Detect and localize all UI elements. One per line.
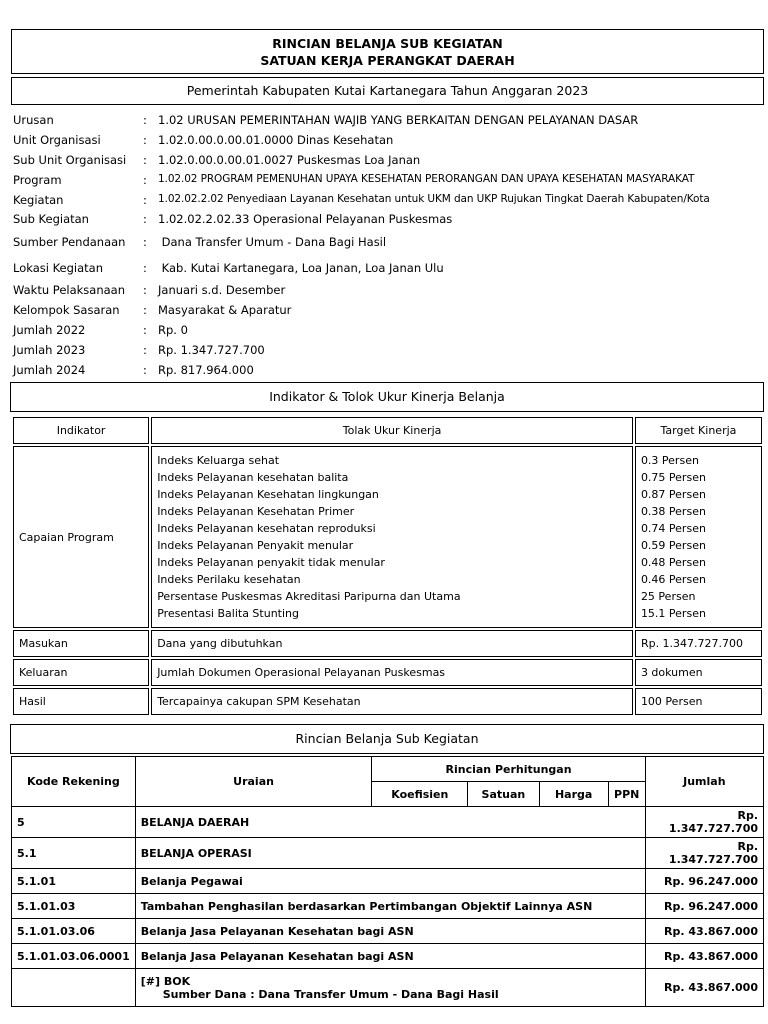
keluaran-row [13,659,762,686]
info-label: Urusan [13,113,54,127]
document-title: RINCIAN BELANJA SUB KEGIATAN [272,36,503,51]
info-colon: : [143,193,147,207]
jumlah-cell: Rp. 1.347.727.700 [645,807,763,838]
info-value: 1.02.0.00.0.00.01.0027 Puskesmas Loa Janan [158,153,421,167]
column-header-koefisien: Koefisien [372,782,468,807]
info-label: Sub Kegiatan [13,212,89,226]
list-item: 0.59 Persen [640,539,706,552]
jumlah-cell: Rp. 43.867.000 [645,969,763,1007]
indikator-cell: Keluaran [13,659,149,686]
uraian-cell: BELANJA DAERAH [135,807,645,838]
column-header-target: Target Kinerja [635,417,762,444]
target-cell: 100 Persen [635,688,762,715]
info-value: Rp. 1.347.727.700 [158,343,265,357]
info-colon: : [143,363,147,377]
list-item: Indeks Pelayanan penyakit tidak menular [157,556,385,569]
info-value: Rp. 817.964.000 [158,363,254,377]
info-colon: : [143,212,147,226]
document-header [11,29,764,74]
column-header-rincian-perhitungan: Rincian Perhitungan [372,757,645,782]
uraian-cell: Belanja Jasa Pelayanan Kesehatan bagi ASN [135,944,645,969]
list-item: 0.3 Persen [640,454,699,467]
info-value: Januari s.d. Desember [158,283,286,297]
masukan-row [13,630,762,657]
list-item: Indeks Perilaku kesehatan [157,573,301,586]
info-colon: : [143,113,147,127]
indikator-cell: Hasil [13,688,149,715]
bok-label: [#] BOK [140,974,191,988]
list-item: 0.87 Persen [640,488,706,501]
info-value: Dana Transfer Umum - Dana Bagi Hasil [158,235,387,249]
uraian-cell: BELANJA OPERASI [135,838,645,869]
info-label: Jumlah 2024 [13,363,86,377]
list-item: 15.1 Persen [640,607,706,620]
list-item: Indeks Pelayanan kesehatan reproduksi [157,522,376,535]
kode-cell: 5.1 [12,838,136,869]
info-label: Sub Unit Organisasi [13,153,127,167]
info-label: Unit Organisasi [13,133,101,147]
target-cell: 3 dokumen [635,659,762,686]
kode-cell: 5.1.01 [12,869,136,894]
tolak-cell: Jumlah Dokumen Operasional Pelayanan Puskesmas [151,659,633,686]
list-item: 0.74 Persen [640,522,706,535]
column-header-kode: Kode Rekening [12,757,136,807]
table-row [12,944,764,969]
info-label: Kegiatan [13,193,64,207]
kode-cell: 5 [12,807,136,838]
list-item: Indeks Pelayanan Kesehatan Primer [157,505,355,518]
target-cell: Rp. 1.347.727.700 [635,630,762,657]
list-item: Indeks Pelayanan Penyakit menular [157,539,354,552]
list-item: 0.48 Persen [640,556,706,569]
info-colon: : [143,343,147,357]
info-label: Lokasi Kegiatan [13,261,104,275]
info-colon: : [143,133,147,147]
info-colon: : [143,303,147,317]
tolak-cell: Tercapainya cakupan SPM Kesehatan [151,688,633,715]
jumlah-cell: Rp. 43.867.000 [645,919,763,944]
list-item: Indeks Pelayanan kesehatan balita [157,471,349,484]
jumlah-cell: Rp. 43.867.000 [645,944,763,969]
kode-cell: 5.1.01.03 [12,894,136,919]
kode-cell [12,969,136,1007]
uraian-cell: Belanja Jasa Pelayanan Kesehatan bagi ASN [135,919,645,944]
info-colon: : [143,261,147,275]
table-row [12,838,764,869]
list-item: 0.46 Persen [640,573,706,586]
jumlah-cell: Rp. 96.247.000 [645,894,763,919]
column-header-satuan: Satuan [468,782,539,807]
rincian-header-row [12,757,764,782]
table-row [12,894,764,919]
rincian-table [11,756,764,1007]
jumlah-cell: Rp. 96.247.000 [645,869,763,894]
info-value: 1.02.0.00.0.00.01.0000 Dinas Kesehatan [158,133,394,147]
list-item: 0.75 Persen [640,471,706,484]
column-header-harga: Harga [539,782,608,807]
capaian-program-row [13,446,762,628]
column-header-indikator: Indikator [13,417,149,444]
info-colon: : [143,235,147,249]
list-item: 25 Persen [640,590,696,603]
list-item: Persentase Puskesmas Akreditasi Paripurna dan Utama [157,590,461,603]
table-row [12,919,764,944]
info-value: 1.02.02.2.02 Penyediaan Layanan Kesehatan untuk UKM dan UKP Rujukan Tingkat Daerah Kabupaten/Kota [158,193,710,205]
rincian-section-title: Rincian Belanja Sub Kegiatan [10,724,764,754]
list-item: Indeks Pelayanan Kesehatan lingkungan [157,488,379,501]
info-value: Kab. Kutai Kartanegara, Loa Janan, Loa Janan Ulu [158,261,444,275]
list-item: 0.38 Persen [640,505,706,518]
column-header-ppn: PPN [608,782,645,807]
info-colon: : [143,173,147,187]
info-label: Jumlah 2023 [13,343,86,357]
column-header-tolak-ukur: Tolak Ukur Kinerja [151,417,633,444]
capaian-tolak-list [151,446,633,628]
list-item: Presentasi Balita Stunting [157,607,299,620]
info-value: Masyarakat & Aparatur [158,303,292,317]
indikator-cell: Masukan [13,630,149,657]
uraian-cell: Belanja Pegawai [135,869,645,894]
info-label: Kelompok Sasaran [13,303,120,317]
indikator-section-title: Indikator & Tolok Ukur Kinerja Belanja [10,382,764,412]
info-colon: : [143,153,147,167]
kode-cell: 5.1.01.03.06.0001 [12,944,136,969]
table-row [12,807,764,838]
info-label: Sumber Pendanaan [13,235,126,249]
info-label: Program [13,173,62,187]
indikator-table [11,415,764,717]
info-label: Jumlah 2022 [13,323,86,337]
info-label: Waktu Pelaksanaan [13,283,126,297]
list-item: Indeks Keluarga sehat [157,454,280,467]
hasil-row [13,688,762,715]
uraian-cell [135,969,645,1007]
tolak-cell: Dana yang dibutuhkan [151,630,633,657]
column-header-jumlah: Jumlah [645,757,763,807]
info-value: Rp. 0 [158,323,188,337]
indikator-header-row [13,417,762,444]
table-row [12,869,764,894]
info-value: 1.02 URUSAN PEMERINTAHAN WAJIB YANG BERKAITAN DENGAN PELAYANAN DASAR [158,113,639,127]
document-subtitle: SATUAN KERJA PERANGKAT DAERAH [260,53,515,68]
info-colon: : [143,283,147,297]
government-banner: Pemerintah Kabupaten Kutai Kartanegara Tahun Anggaran 2023 [11,77,764,105]
capaian-program-label: Capaian Program [13,446,149,628]
column-header-uraian: Uraian [135,757,372,807]
info-colon: : [143,323,147,337]
kode-cell: 5.1.01.03.06 [12,919,136,944]
info-value: 1.02.02.2.02.33 Operasional Pelayanan Puskesmas [158,212,453,226]
sumber-dana-label: Sumber Dana : Dana Transfer Umum - Dana Bagi Hasil [162,987,499,1001]
jumlah-cell: Rp. 1.347.727.700 [645,838,763,869]
uraian-cell: Tambahan Penghasilan berdasarkan Pertimbangan Objektif Lainnya ASN [135,894,645,919]
table-row [12,969,764,1007]
capaian-target-list [635,446,762,628]
info-value: 1.02.02 PROGRAM PEMENUHAN UPAYA KESEHATAN PERORANGAN DAN UPAYA KESEHATAN MASYARAKAT [158,173,695,185]
